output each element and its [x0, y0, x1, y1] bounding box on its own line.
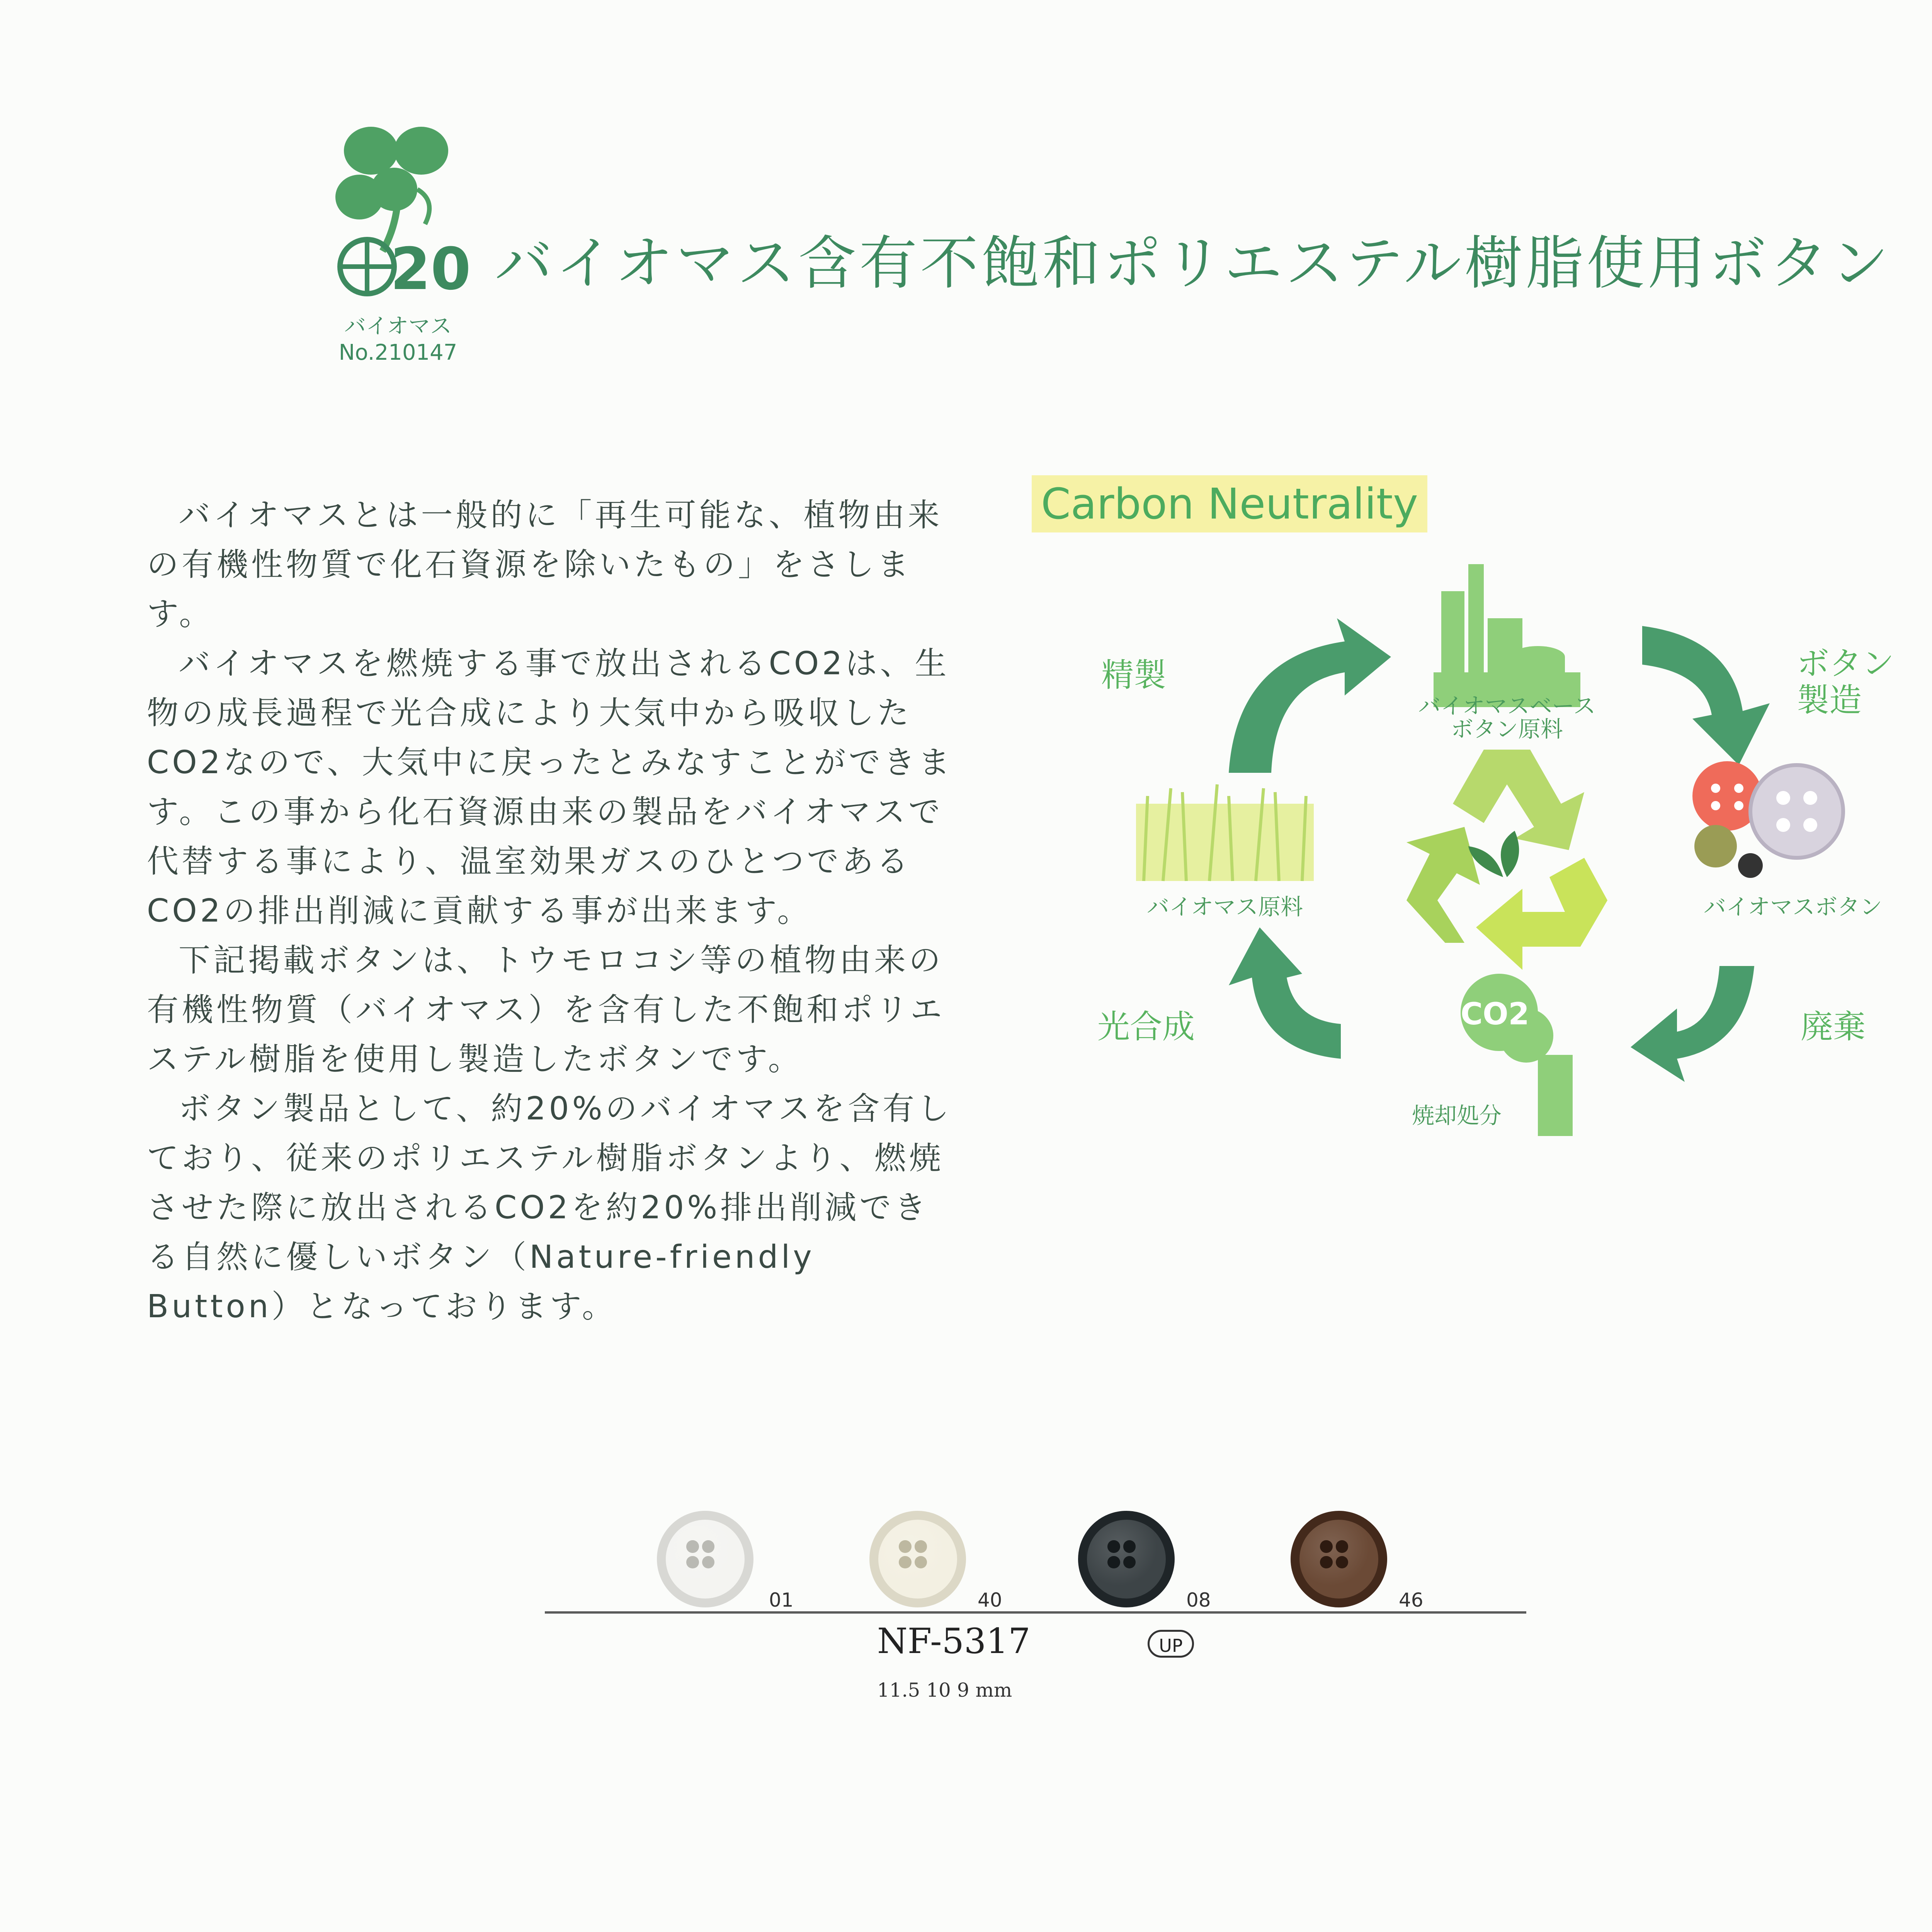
logo-degree: 20: [390, 236, 471, 303]
intro-paragraph: バイオマスを燃焼する事で放出されるCO2は、生物の成長過程で光合成により大気中から吸収したCO2なので、大気中に戻ったとみなすことができます。この事から化石資源由来の製品をバイオマスで代替する事により、温室効果ガスのひとつであるCO2の排出削減に貢献する事が出来ます。: [147, 645, 953, 929]
grass-icon: [1136, 784, 1314, 881]
carbon-neutrality-diagram: [1020, 456, 1932, 1151]
biomass-mark-logo: [332, 124, 471, 367]
intro-paragraph: 下記掲載ボタンは、トウモロコシ等の植物由来の有機性物質（バイオマス）を含有した不飽和ポリエステル樹脂を使用し製造したボタンです。: [147, 942, 945, 1078]
label-raw-material: バイオマス原料: [1146, 894, 1303, 920]
arrow-manufacture-icon: [1642, 626, 1770, 765]
label-manufacture-1: ボタン: [1797, 645, 1895, 682]
label-disposal: 廃棄: [1801, 1008, 1866, 1046]
logo-label: バイオマス: [344, 314, 452, 339]
size-list: 11.5 10 9 mm: [877, 1679, 1012, 1701]
color-number: 46: [1399, 1589, 1423, 1611]
arrow-photosynthesis-icon: [1229, 927, 1341, 1059]
label-photosynthesis: 光合成: [1097, 1008, 1195, 1046]
label-co2: CO2: [1461, 997, 1529, 1032]
recycle-icon: [1406, 750, 1607, 970]
arrow-disposal-icon: [1631, 966, 1754, 1082]
label-refine: 精製: [1101, 656, 1167, 694]
color-number: 40: [978, 1589, 1002, 1611]
button-swatch: [1078, 1511, 1175, 1607]
diagram-title: Carbon Neutrality: [1032, 475, 1427, 532]
intro-paragraph: ボタン製品として、約20%のバイオマスを含有しており、従来のポリエステル樹脂ボタンより、燃焼させた際に放出されるCO2を約20%排出削減できる自然に優しいボタン（Nature-friendly Button）となっております。: [147, 1090, 952, 1325]
intro-text: [147, 491, 958, 1332]
color-number: 08: [1186, 1589, 1211, 1611]
factory-icon: [1434, 564, 1580, 707]
logo-number: No.210147: [338, 340, 457, 365]
color-number: 01: [769, 1589, 794, 1611]
up-badge: UP: [1148, 1630, 1194, 1658]
row-divider: [545, 1611, 1526, 1614]
label-base-1: バイオマスベース: [1418, 693, 1596, 719]
product-code: NF-5317: [877, 1621, 1031, 1662]
label-manufacture-2: 製造: [1797, 681, 1862, 719]
label-biomass-button: バイオマスボタン: [1703, 894, 1883, 920]
page-title: バイオマス含有不飽和ポリエステル樹脂使用ボタン: [495, 230, 1892, 297]
biomass-button-icon: [1692, 761, 1843, 878]
button-swatch: [1291, 1511, 1387, 1607]
intro-paragraph: バイオマスとは一般的に「再生可能な、植物由来の有機性物質で化石資源を除いたもの」をさします。: [147, 497, 943, 633]
button-swatch: [657, 1511, 753, 1607]
label-incineration: 焼却処分: [1412, 1102, 1502, 1129]
label-base-2: ボタン原料: [1451, 716, 1563, 742]
button-swatch: [869, 1511, 966, 1607]
arrow-refine-icon: [1229, 618, 1391, 773]
